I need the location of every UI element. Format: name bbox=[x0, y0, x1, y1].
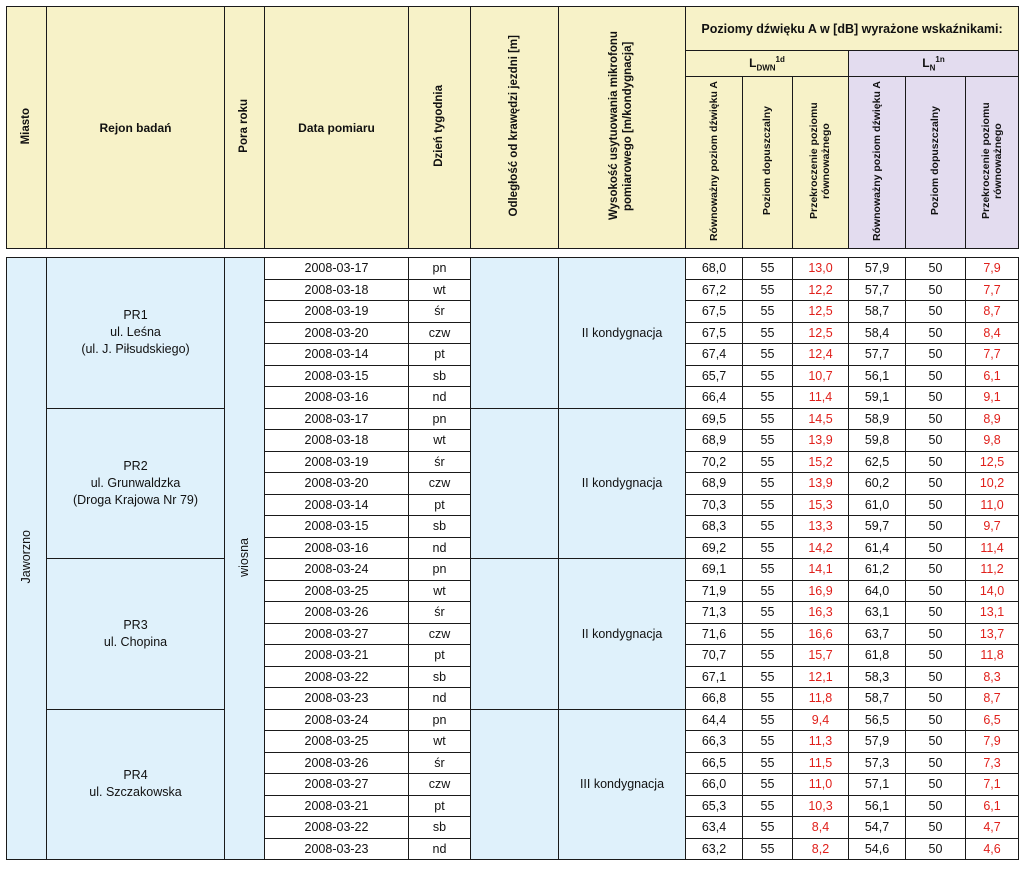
leq-day-cell: 69,1 bbox=[686, 559, 743, 581]
table-row bbox=[7, 408, 1019, 430]
day-cell: czw bbox=[409, 774, 471, 796]
exceedance-day-cell: 13,0 bbox=[793, 258, 849, 280]
date-cell: 2008-03-23 bbox=[265, 688, 409, 710]
region-line: ul. Szczakowska bbox=[89, 785, 182, 800]
date-cell: 2008-03-16 bbox=[265, 387, 409, 409]
limit-night-cell: 50 bbox=[906, 817, 966, 839]
limit-night-cell: 50 bbox=[906, 688, 966, 710]
table-row bbox=[7, 559, 1019, 581]
exceedance-night-cell: 11,2 bbox=[966, 559, 1019, 581]
day-cell: śr bbox=[409, 752, 471, 774]
leq-night-cell: 54,6 bbox=[849, 838, 906, 860]
date-cell: 2008-03-17 bbox=[265, 408, 409, 430]
limit-night-cell: 50 bbox=[906, 387, 966, 409]
date-cell: 2008-03-25 bbox=[265, 580, 409, 602]
date-cell: 2008-03-16 bbox=[265, 537, 409, 559]
day-cell: nd bbox=[409, 387, 471, 409]
exceedance-day-cell: 10,3 bbox=[793, 795, 849, 817]
exceedance-day-cell: 12,2 bbox=[793, 279, 849, 301]
leq-night-cell: 61,8 bbox=[849, 645, 906, 667]
day-cell: wt bbox=[409, 580, 471, 602]
region-line: PR4 bbox=[123, 768, 148, 783]
limit-day-cell: 55 bbox=[743, 430, 793, 452]
date-cell: 2008-03-25 bbox=[265, 731, 409, 753]
limit-day-cell: 55 bbox=[743, 322, 793, 344]
leq-day-cell: 65,3 bbox=[686, 795, 743, 817]
exceedance-night-cell: 7,7 bbox=[966, 344, 1019, 366]
exceedance-day-cell: 8,4 bbox=[793, 817, 849, 839]
region-line: PR2 bbox=[123, 458, 148, 473]
leq-day-cell: 63,2 bbox=[686, 838, 743, 860]
exceedance-night-cell: 9,8 bbox=[966, 430, 1019, 452]
leq-night-cell: 59,7 bbox=[849, 516, 906, 538]
leq-day-cell: 65,7 bbox=[686, 365, 743, 387]
region-cell bbox=[47, 408, 225, 559]
exceedance-day-cell: 8,2 bbox=[793, 838, 849, 860]
leq-day-cell: 66,8 bbox=[686, 688, 743, 710]
header-pora: Pora roku bbox=[225, 7, 265, 249]
exceedance-day-cell: 12,4 bbox=[793, 344, 849, 366]
exceedance-night-cell: 11,8 bbox=[966, 645, 1019, 667]
limit-day-cell: 55 bbox=[743, 387, 793, 409]
limit-night-cell: 50 bbox=[906, 301, 966, 323]
limit-night-cell: 50 bbox=[906, 451, 966, 473]
leq-day-cell: 64,4 bbox=[686, 709, 743, 731]
limit-day-cell: 55 bbox=[743, 752, 793, 774]
leq-day-cell: 71,6 bbox=[686, 623, 743, 645]
exceedance-night-cell: 6,5 bbox=[966, 709, 1019, 731]
limit-night-cell: 50 bbox=[906, 279, 966, 301]
leq-day-cell: 63,4 bbox=[686, 817, 743, 839]
leq-night-cell: 60,2 bbox=[849, 473, 906, 495]
leq-day-cell: 67,5 bbox=[686, 301, 743, 323]
day-cell: czw bbox=[409, 473, 471, 495]
day-cell: sb bbox=[409, 516, 471, 538]
limit-night-cell: 50 bbox=[906, 537, 966, 559]
exceedance-day-cell: 13,3 bbox=[793, 516, 849, 538]
height-cell: II kondygnacja bbox=[559, 258, 686, 409]
date-cell: 2008-03-17 bbox=[265, 258, 409, 280]
height-cell: III kondygnacja bbox=[559, 709, 686, 860]
limit-day-cell: 55 bbox=[743, 602, 793, 624]
leq-day-cell: 68,0 bbox=[686, 258, 743, 280]
leq-day-cell: 68,9 bbox=[686, 430, 743, 452]
leq-night-cell: 58,7 bbox=[849, 688, 906, 710]
distance-cell bbox=[471, 258, 559, 409]
limit-night-cell: 50 bbox=[906, 408, 966, 430]
date-cell: 2008-03-14 bbox=[265, 494, 409, 516]
day-cell: pn bbox=[409, 408, 471, 430]
date-cell: 2008-03-18 bbox=[265, 279, 409, 301]
header-dzien: Dzień tygodnia bbox=[409, 7, 471, 249]
limit-day-cell: 55 bbox=[743, 645, 793, 667]
exceedance-day-cell: 15,3 bbox=[793, 494, 849, 516]
leq-night-cell: 59,8 bbox=[849, 430, 906, 452]
limit-day-cell: 55 bbox=[743, 731, 793, 753]
day-cell: pn bbox=[409, 258, 471, 280]
leq-day-cell: 66,5 bbox=[686, 752, 743, 774]
leq-night-cell: 63,1 bbox=[849, 602, 906, 624]
date-cell: 2008-03-24 bbox=[265, 559, 409, 581]
date-cell: 2008-03-19 bbox=[265, 451, 409, 473]
date-cell: 2008-03-14 bbox=[265, 344, 409, 366]
date-cell: 2008-03-26 bbox=[265, 752, 409, 774]
day-cell: wt bbox=[409, 430, 471, 452]
leq-day-cell: 71,9 bbox=[686, 580, 743, 602]
limit-night-cell: 50 bbox=[906, 516, 966, 538]
limit-night-cell: 50 bbox=[906, 731, 966, 753]
day-cell: pt bbox=[409, 494, 471, 516]
exceedance-day-cell: 11,0 bbox=[793, 774, 849, 796]
limit-night-cell: 50 bbox=[906, 494, 966, 516]
leq-day-cell: 69,5 bbox=[686, 408, 743, 430]
exceedance-night-cell: 14,0 bbox=[966, 580, 1019, 602]
day-cell: nd bbox=[409, 537, 471, 559]
limit-day-cell: 55 bbox=[743, 279, 793, 301]
header-dopuszczalny-n: Poziom dopuszczalny bbox=[906, 77, 966, 249]
limit-day-cell: 55 bbox=[743, 473, 793, 495]
header-odleglosc: Odległość od krawędzi jezdni [m] bbox=[471, 7, 559, 249]
limit-night-cell: 50 bbox=[906, 795, 966, 817]
limit-day-cell: 55 bbox=[743, 774, 793, 796]
header-data: Data pomiaru bbox=[265, 7, 409, 249]
limit-day-cell: 55 bbox=[743, 408, 793, 430]
limit-night-cell: 50 bbox=[906, 258, 966, 280]
leq-night-cell: 57,7 bbox=[849, 279, 906, 301]
region-cell bbox=[47, 258, 225, 409]
exceedance-day-cell: 12,5 bbox=[793, 322, 849, 344]
leq-day-cell: 70,7 bbox=[686, 645, 743, 667]
date-cell: 2008-03-27 bbox=[265, 774, 409, 796]
date-cell: 2008-03-18 bbox=[265, 430, 409, 452]
exceedance-night-cell: 4,6 bbox=[966, 838, 1019, 860]
spacer-row bbox=[7, 249, 1019, 258]
exceedance-day-cell: 11,5 bbox=[793, 752, 849, 774]
exceedance-day-cell: 16,3 bbox=[793, 602, 849, 624]
leq-day-cell: 67,4 bbox=[686, 344, 743, 366]
leq-day-cell: 66,3 bbox=[686, 731, 743, 753]
limit-day-cell: 55 bbox=[743, 580, 793, 602]
limit-day-cell: 55 bbox=[743, 451, 793, 473]
date-cell: 2008-03-15 bbox=[265, 365, 409, 387]
header-ln: $L_N^{1n}$ bbox=[849, 51, 1019, 77]
exceedance-day-cell: 14,1 bbox=[793, 559, 849, 581]
date-cell: 2008-03-20 bbox=[265, 473, 409, 495]
day-cell: pt bbox=[409, 344, 471, 366]
exceedance-night-cell: 11,0 bbox=[966, 494, 1019, 516]
leq-night-cell: 58,3 bbox=[849, 666, 906, 688]
day-cell: pt bbox=[409, 795, 471, 817]
leq-night-cell: 57,3 bbox=[849, 752, 906, 774]
day-cell: wt bbox=[409, 279, 471, 301]
region-line: PR3 bbox=[123, 617, 148, 632]
leq-night-cell: 63,7 bbox=[849, 623, 906, 645]
leq-night-cell: 59,1 bbox=[849, 387, 906, 409]
limit-day-cell: 55 bbox=[743, 344, 793, 366]
leq-night-cell: 62,5 bbox=[849, 451, 906, 473]
header-rownowazny-n: Równoważny poziom dźwięku A bbox=[849, 77, 906, 249]
day-cell: śr bbox=[409, 301, 471, 323]
limit-day-cell: 55 bbox=[743, 817, 793, 839]
exceedance-day-cell: 13,9 bbox=[793, 430, 849, 452]
limit-day-cell: 55 bbox=[743, 301, 793, 323]
limit-day-cell: 55 bbox=[743, 559, 793, 581]
header-dopuszczalny-d: Poziom dopuszczalny bbox=[743, 77, 793, 249]
exceedance-night-cell: 8,9 bbox=[966, 408, 1019, 430]
leq-day-cell: 70,3 bbox=[686, 494, 743, 516]
day-cell: nd bbox=[409, 838, 471, 860]
exceedance-night-cell: 7,7 bbox=[966, 279, 1019, 301]
header-rejon: Rejon badań bbox=[47, 7, 225, 249]
header-ldwn: $L_{DWN}^{1d}$ bbox=[686, 51, 849, 77]
exceedance-night-cell: 10,2 bbox=[966, 473, 1019, 495]
leq-night-cell: 58,9 bbox=[849, 408, 906, 430]
leq-night-cell: 61,0 bbox=[849, 494, 906, 516]
region-line: ul. Chopina bbox=[103, 634, 168, 649]
exceedance-night-cell: 13,7 bbox=[966, 623, 1019, 645]
leq-night-cell: 57,7 bbox=[849, 344, 906, 366]
leq-night-cell: 61,2 bbox=[849, 559, 906, 581]
date-cell: 2008-03-24 bbox=[265, 709, 409, 731]
leq-night-cell: 64,0 bbox=[849, 580, 906, 602]
exceedance-night-cell: 8,4 bbox=[966, 322, 1019, 344]
limit-night-cell: 50 bbox=[906, 473, 966, 495]
day-cell: śr bbox=[409, 451, 471, 473]
exceedance-day-cell: 11,8 bbox=[793, 688, 849, 710]
limit-day-cell: 55 bbox=[743, 688, 793, 710]
region-line: (Droga Krajowa Nr 79) bbox=[72, 492, 199, 507]
limit-day-cell: 55 bbox=[743, 623, 793, 645]
leq-night-cell: 56,1 bbox=[849, 365, 906, 387]
exceedance-day-cell: 15,7 bbox=[793, 645, 849, 667]
exceedance-night-cell: 7,9 bbox=[966, 731, 1019, 753]
limit-night-cell: 50 bbox=[906, 623, 966, 645]
header-rownowazny-d: Równoważny poziom dźwięku A bbox=[686, 77, 743, 249]
day-cell: pn bbox=[409, 709, 471, 731]
day-cell: sb bbox=[409, 666, 471, 688]
region-cell bbox=[47, 559, 225, 710]
limit-night-cell: 50 bbox=[906, 645, 966, 667]
limit-night-cell: 50 bbox=[906, 666, 966, 688]
date-cell: 2008-03-21 bbox=[265, 795, 409, 817]
exceedance-day-cell: 12,5 bbox=[793, 301, 849, 323]
exceedance-night-cell: 9,1 bbox=[966, 387, 1019, 409]
exceedance-night-cell: 8,7 bbox=[966, 301, 1019, 323]
leq-day-cell: 66,4 bbox=[686, 387, 743, 409]
distance-cell bbox=[471, 709, 559, 860]
limit-night-cell: 50 bbox=[906, 752, 966, 774]
date-cell: 2008-03-26 bbox=[265, 602, 409, 624]
header-przekroczenie-d: Przekroczenie poziomu równoważnego bbox=[793, 77, 849, 249]
leq-night-cell: 61,4 bbox=[849, 537, 906, 559]
exceedance-day-cell: 16,6 bbox=[793, 623, 849, 645]
leq-night-cell: 57,9 bbox=[849, 731, 906, 753]
exceedance-night-cell: 13,1 bbox=[966, 602, 1019, 624]
region-line: (ul. J. Piłsudskiego) bbox=[81, 342, 190, 357]
exceedance-day-cell: 10,7 bbox=[793, 365, 849, 387]
date-cell: 2008-03-19 bbox=[265, 301, 409, 323]
region-line: ul. Grunwaldzka bbox=[90, 475, 181, 490]
leq-night-cell: 54,7 bbox=[849, 817, 906, 839]
region-line: ul. Leśna bbox=[110, 325, 161, 340]
season-cell: wiosna bbox=[225, 258, 265, 860]
day-cell: sb bbox=[409, 365, 471, 387]
limit-night-cell: 50 bbox=[906, 559, 966, 581]
date-cell: 2008-03-22 bbox=[265, 817, 409, 839]
leq-day-cell: 70,2 bbox=[686, 451, 743, 473]
day-cell: sb bbox=[409, 817, 471, 839]
leq-day-cell: 66,0 bbox=[686, 774, 743, 796]
distance-cell bbox=[471, 559, 559, 710]
leq-day-cell: 68,9 bbox=[686, 473, 743, 495]
leq-night-cell: 56,1 bbox=[849, 795, 906, 817]
exceedance-night-cell: 8,3 bbox=[966, 666, 1019, 688]
table-body bbox=[7, 249, 1019, 860]
exceedance-night-cell: 4,7 bbox=[966, 817, 1019, 839]
day-cell: nd bbox=[409, 688, 471, 710]
exceedance-day-cell: 14,2 bbox=[793, 537, 849, 559]
exceedance-night-cell: 12,5 bbox=[966, 451, 1019, 473]
limit-day-cell: 55 bbox=[743, 709, 793, 731]
exceedance-night-cell: 7,3 bbox=[966, 752, 1019, 774]
limit-day-cell: 55 bbox=[743, 666, 793, 688]
exceedance-night-cell: 8,7 bbox=[966, 688, 1019, 710]
leq-day-cell: 69,2 bbox=[686, 537, 743, 559]
region-line: PR1 bbox=[123, 308, 148, 323]
limit-night-cell: 50 bbox=[906, 344, 966, 366]
distance-cell bbox=[471, 408, 559, 559]
exceedance-day-cell: 11,3 bbox=[793, 731, 849, 753]
limit-night-cell: 50 bbox=[906, 602, 966, 624]
day-cell: pn bbox=[409, 559, 471, 581]
exceedance-day-cell: 16,9 bbox=[793, 580, 849, 602]
noise-table-container bbox=[6, 6, 1018, 896]
table-row bbox=[7, 709, 1019, 731]
exceedance-day-cell: 15,2 bbox=[793, 451, 849, 473]
leq-night-cell: 58,4 bbox=[849, 322, 906, 344]
leq-night-cell: 57,9 bbox=[849, 258, 906, 280]
leq-day-cell: 67,5 bbox=[686, 322, 743, 344]
region-cell bbox=[47, 709, 225, 860]
limit-day-cell: 55 bbox=[743, 258, 793, 280]
exceedance-day-cell: 9,4 bbox=[793, 709, 849, 731]
header-miasto: Miasto bbox=[7, 7, 47, 249]
limit-day-cell: 55 bbox=[743, 494, 793, 516]
leq-day-cell: 71,3 bbox=[686, 602, 743, 624]
city-cell: Jaworzno bbox=[7, 258, 47, 860]
limit-day-cell: 55 bbox=[743, 537, 793, 559]
limit-night-cell: 50 bbox=[906, 322, 966, 344]
exceedance-night-cell: 7,9 bbox=[966, 258, 1019, 280]
limit-night-cell: 50 bbox=[906, 580, 966, 602]
limit-night-cell: 50 bbox=[906, 774, 966, 796]
limit-night-cell: 50 bbox=[906, 430, 966, 452]
limit-day-cell: 55 bbox=[743, 838, 793, 860]
limit-day-cell: 55 bbox=[743, 795, 793, 817]
date-cell: 2008-03-22 bbox=[265, 666, 409, 688]
day-cell: czw bbox=[409, 623, 471, 645]
exceedance-night-cell: 7,1 bbox=[966, 774, 1019, 796]
day-cell: czw bbox=[409, 322, 471, 344]
date-cell: 2008-03-20 bbox=[265, 322, 409, 344]
day-cell: pt bbox=[409, 645, 471, 667]
height-cell: II kondygnacja bbox=[559, 559, 686, 710]
exceedance-day-cell: 12,1 bbox=[793, 666, 849, 688]
exceedance-day-cell: 13,9 bbox=[793, 473, 849, 495]
exceedance-night-cell: 6,1 bbox=[966, 365, 1019, 387]
leq-day-cell: 67,1 bbox=[686, 666, 743, 688]
exceedance-day-cell: 11,4 bbox=[793, 387, 849, 409]
height-cell: II kondygnacja bbox=[559, 408, 686, 559]
exceedance-night-cell: 6,1 bbox=[966, 795, 1019, 817]
header-przekroczenie-n: Przekroczenie poziomu równoważnego bbox=[966, 77, 1019, 249]
date-cell: 2008-03-27 bbox=[265, 623, 409, 645]
limit-day-cell: 55 bbox=[743, 516, 793, 538]
leq-night-cell: 58,7 bbox=[849, 301, 906, 323]
leq-day-cell: 67,2 bbox=[686, 279, 743, 301]
header-poziomy: Poziomy dźwięku A w [dB] wyrażone wskaźnikami: bbox=[686, 7, 1019, 51]
limit-night-cell: 50 bbox=[906, 709, 966, 731]
table-row bbox=[7, 258, 1019, 280]
date-cell: 2008-03-15 bbox=[265, 516, 409, 538]
date-cell: 2008-03-21 bbox=[265, 645, 409, 667]
day-cell: śr bbox=[409, 602, 471, 624]
limit-night-cell: 50 bbox=[906, 365, 966, 387]
limit-night-cell: 50 bbox=[906, 838, 966, 860]
leq-night-cell: 57,1 bbox=[849, 774, 906, 796]
noise-measurement-table bbox=[6, 6, 1019, 860]
leq-day-cell: 68,3 bbox=[686, 516, 743, 538]
exceedance-night-cell: 9,7 bbox=[966, 516, 1019, 538]
exceedance-day-cell: 14,5 bbox=[793, 408, 849, 430]
limit-day-cell: 55 bbox=[743, 365, 793, 387]
exceedance-night-cell: 11,4 bbox=[966, 537, 1019, 559]
leq-night-cell: 56,5 bbox=[849, 709, 906, 731]
date-cell: 2008-03-23 bbox=[265, 838, 409, 860]
day-cell: wt bbox=[409, 731, 471, 753]
header-wysokosc: Wysokość usytuowania mikrofonu pomiarowego [m/kondygnacja] bbox=[559, 7, 686, 249]
